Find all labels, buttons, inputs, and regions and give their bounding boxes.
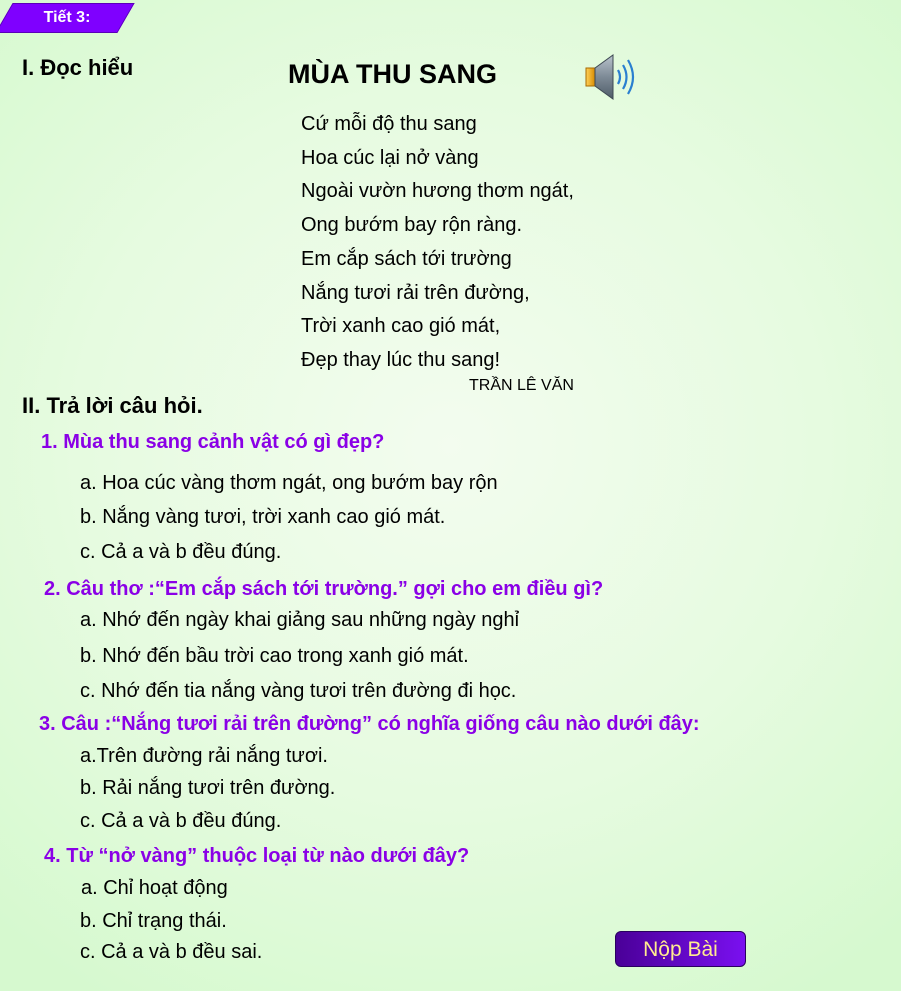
question-1-option-a[interactable]: a. Hoa cúc vàng thơm ngát, ong bướm bay rộn [80, 472, 498, 494]
question-3-option-b[interactable]: b. Rải nắng tươi trên đường. [80, 777, 336, 799]
question-1-option-b[interactable]: b. Nắng vàng tươi, trời xanh cao gió mát. [80, 506, 446, 528]
poem-line: Trời xanh cao gió mát, [301, 315, 501, 337]
question-4-option-c[interactable]: c. Cả a và b đều sai. [80, 941, 263, 963]
reading-section-heading: I. Đọc hiểu [22, 55, 134, 80]
question-3-option-a[interactable]: a.Trên đường rải nắng tươi. [80, 745, 328, 767]
lesson-badge-label: Tiết 3: [43, 9, 91, 26]
question-3: 3. Câu :“Nắng tươi rải trên đường” có nghĩa giống câu nào dưới đây: [39, 713, 700, 735]
question-1-option-c[interactable]: c. Cả a và b đều đúng. [80, 541, 282, 563]
question-2-option-b[interactable]: b. Nhớ đến bầu trời cao trong xanh gió mát. [80, 645, 469, 667]
question-2-option-a[interactable]: a. Nhớ đến ngày khai giảng sau những ngày nghỉ [80, 609, 520, 631]
submit-button[interactable]: Nộp Bài [615, 931, 746, 967]
question-4: 4. Từ “nở vàng” thuộc loại từ nào dưới đây? [44, 845, 470, 867]
question-4-option-a[interactable]: a. Chỉ hoạt động [81, 877, 228, 899]
poem-line: Cứ mỗi độ thu sang [301, 113, 477, 135]
question-1: 1. Mùa thu sang cảnh vật có gì đẹp? [41, 431, 385, 453]
question-2: 2. Câu thơ :“Em cắp sách tới trường.” gợi cho em điều gì? [44, 578, 604, 600]
poem-line: Ngoài vườn hương thơm ngát, [301, 180, 574, 202]
poem-line: Ong bướm bay rộn ràng. [301, 214, 523, 236]
question-3-option-c[interactable]: c. Cả a và b đều đúng. [80, 810, 282, 832]
poem-line: Hoa cúc lại nở vàng [301, 147, 479, 169]
questions-section-heading: II. Trả lời câu hỏi. [22, 393, 203, 418]
poem-line: Nắng tươi rải trên đường, [301, 282, 530, 304]
poem-author: TRẦN LÊ VĂN [469, 377, 574, 394]
poem-line: Em cắp sách tới trường [301, 248, 512, 270]
speaker-icon[interactable] [583, 52, 639, 102]
question-2-option-c[interactable]: c. Nhớ đến tia nắng vàng tươi trên đường đi học. [80, 680, 517, 702]
question-4-option-b[interactable]: b. Chỉ trạng thái. [80, 910, 227, 932]
poem-title: MÙA THU SANG [288, 59, 497, 89]
poem-line: Đẹp thay lúc thu sang! [301, 349, 501, 371]
